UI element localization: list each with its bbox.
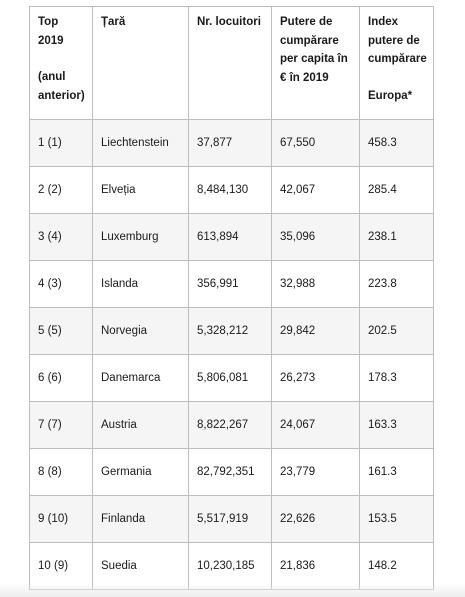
cell-country: Austria [93,402,189,449]
header-index-line: Europa* [368,89,413,102]
cell-index: 161.3 [360,449,434,496]
cell-index: 223.8 [360,261,434,308]
table-row [30,261,434,308]
cell-purchasing-power: 26,273 [272,355,360,402]
cell-population: 82,792,351 [189,449,272,496]
cell-index: 238.1 [360,214,434,261]
cell-population: 5,517,919 [189,496,272,543]
header-index-line: putere de [368,34,420,47]
header-pp-line: per capita în [280,53,348,65]
cell-country: Suedia [93,543,189,590]
header-rank-line: 2019 [38,34,64,47]
cell-purchasing-power: 21,836 [272,543,360,590]
table-row [30,308,434,355]
cell-index: 178.3 [360,355,434,402]
cell-country: Germania [93,449,189,496]
cell-rank: 8 (8) [30,449,93,496]
table-row [30,120,434,167]
table-header-row [30,7,434,120]
cell-purchasing-power: 22,626 [272,496,360,543]
header-rank-line: anterior) [38,89,85,102]
header-gap [38,50,92,68]
cell-country: Norvegia [93,308,189,355]
cell-index: 285.4 [360,167,434,214]
cell-index: 458.3 [360,120,434,167]
header-index [360,7,434,120]
table-row [30,402,434,449]
cell-purchasing-power: 42,067 [272,167,360,214]
table-row [30,214,434,261]
cell-country: Liechtenstein [93,120,189,167]
cell-population: 613,894 [189,214,272,261]
cell-purchasing-power: 23,779 [272,449,360,496]
bottom-shadow [0,583,465,597]
cell-country: Finlanda [93,496,189,543]
cell-index: 163.3 [360,402,434,449]
table-row [30,449,434,496]
header-index-line: Index [368,16,399,28]
cell-rank: 3 (4) [30,214,93,261]
header-population [189,7,272,120]
cell-rank: 4 (3) [30,261,93,308]
cell-index: 202.5 [360,308,434,355]
cell-rank: 6 (6) [30,355,93,402]
cell-purchasing-power: 67,550 [272,120,360,167]
cell-rank: 7 (7) [30,402,93,449]
cell-population: 10,230,185 [189,543,272,590]
cell-index: 148.2 [360,543,434,590]
header-pp-line: Putere de [280,16,333,28]
table-row [30,167,434,214]
cell-purchasing-power: 24,067 [272,402,360,449]
header-country-line: Țară [101,16,126,28]
cell-population: 5,806,081 [189,355,272,402]
cell-rank: 5 (5) [30,308,93,355]
cell-population: 8,484,130 [189,167,272,214]
header-rank [30,7,93,120]
header-rank-line: Top [38,16,59,28]
table-row [30,496,434,543]
cell-index: 153.5 [360,496,434,543]
header-pp-line: € în 2019 [280,71,329,84]
cell-purchasing-power: 29,842 [272,308,360,355]
purchasing-power-table [29,6,434,590]
header-index-line: cumpărare [368,53,427,65]
cell-population: 5,328,212 [189,308,272,355]
cell-population: 356,991 [189,261,272,308]
header-pp-line: cumpărare [280,34,339,47]
cell-country: Islanda [93,261,189,308]
cell-purchasing-power: 32,988 [272,261,360,308]
header-rank-line: (anul [38,71,66,83]
header-gap [368,69,433,87]
cell-rank: 9 (10) [30,496,93,543]
cell-purchasing-power: 35,096 [272,214,360,261]
cell-population: 37,877 [189,120,272,167]
cell-country: Elveția [93,167,189,214]
header-purchasing-power [272,7,360,120]
header-country [93,7,189,120]
cell-country: Danemarca [93,355,189,402]
cell-population: 8,822,267 [189,402,272,449]
header-population-line: Nr. locuitori [197,16,261,28]
cell-rank: 10 (9) [30,543,93,590]
cell-rank: 1 (1) [30,120,93,167]
table-row [30,355,434,402]
cell-country: Luxemburg [93,214,189,261]
cell-rank: 2 (2) [30,167,93,214]
